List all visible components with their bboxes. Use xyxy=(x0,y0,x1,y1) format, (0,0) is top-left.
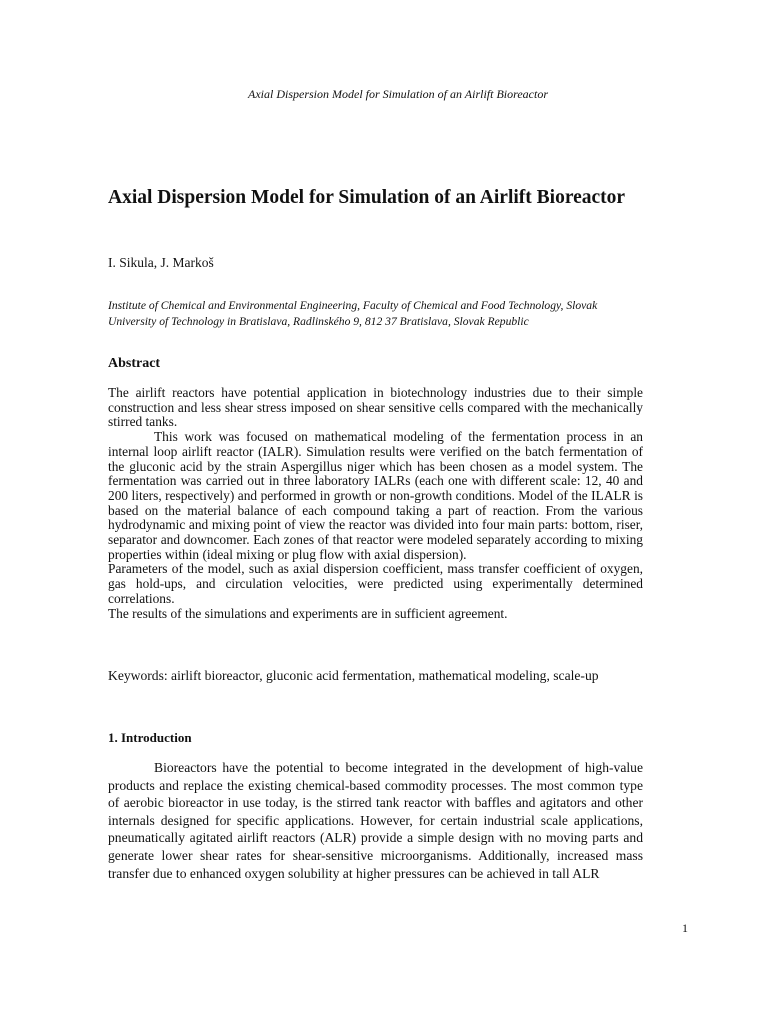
abstract-paragraph: This work was focused on mathematical modeling of the fermentation process in an internal loop airlift reactor (IALR). Simulation results were verified on the batch fermentation of the gluconic acid by the strain Aspergillus niger which has been chosen as a model system. The fermentation was carried out in three laboratory IALRs (each one with different scale: 12, 40 and 200 liters, respectively) and performed in growth or non-growth conditions. Model of the ILALR is based on the material balance of each compound taking a part of reaction. From the various hydrodynamic and mixing point of view the reactor was divided into four main parts: bottom, riser, separator and downcomer. Each zones of that reactor were modeled separately according to mixing properties within (ideal mixing or plug flow with axial dispersion). xyxy=(108,429,643,562)
abstract-paragraph: The results of the simulations and experiments are in sufficient agreement. xyxy=(108,605,508,621)
keywords: Keywords: airlift bioreactor, gluconic acid fermentation, mathematical modeling, scale-up xyxy=(108,668,599,683)
page-number: 1 xyxy=(682,921,688,935)
abstract-paragraph: Parameters of the model, such as axial dispersion coefficient, mass transfer coefficient of oxygen, gas hold-ups, and circulation velocities, were predicted using experimentally determined correlations. xyxy=(108,561,643,606)
affiliation: Institute of Chemical and Environmental Engineering, Faculty of Chemical and Food Technology, Slovak University of Technology in Bratislava, Radlinského 9, 812 37 Bratislava, Slovak Republic xyxy=(108,299,598,328)
abstract-paragraph: The airlift reactors have potential application in biotechnology industries due to their simple construction and less shear stress imposed on shear sensitive cells compared with the mechanically stirred tanks. xyxy=(108,385,643,430)
introduction-paragraph: Bioreactors have the potential to become integrated in the development of high-value products and replace the existing chemical-based commodity processes. The most common type of aerobic bioreactor in use today, is the stirred tank reactor with baffles and agitators and other internals designed for specific applications. However, for certain industrial scale applications, pneumatically agitated airlift reactors (ALR) provide a simple design with no moving parts and generate lower shear rates for shear-sensitive microorganisms. Additionally, increased mass transfer due to enhanced oxygen solubility at higher pressures can be achieved in tall ALR xyxy=(108,760,643,881)
paper-title: Axial Dispersion Model for Simulation of an Airlift Bioreactor xyxy=(108,187,626,208)
section-heading-introduction: 1. Introduction xyxy=(108,730,192,745)
abstract-body xyxy=(108,386,643,621)
abstract-heading: Abstract xyxy=(108,356,161,371)
running-header: Axial Dispersion Model for Simulation of an Airlift Bioreactor xyxy=(248,87,548,101)
authors: I. Sikula, J. Markoš xyxy=(108,255,214,270)
